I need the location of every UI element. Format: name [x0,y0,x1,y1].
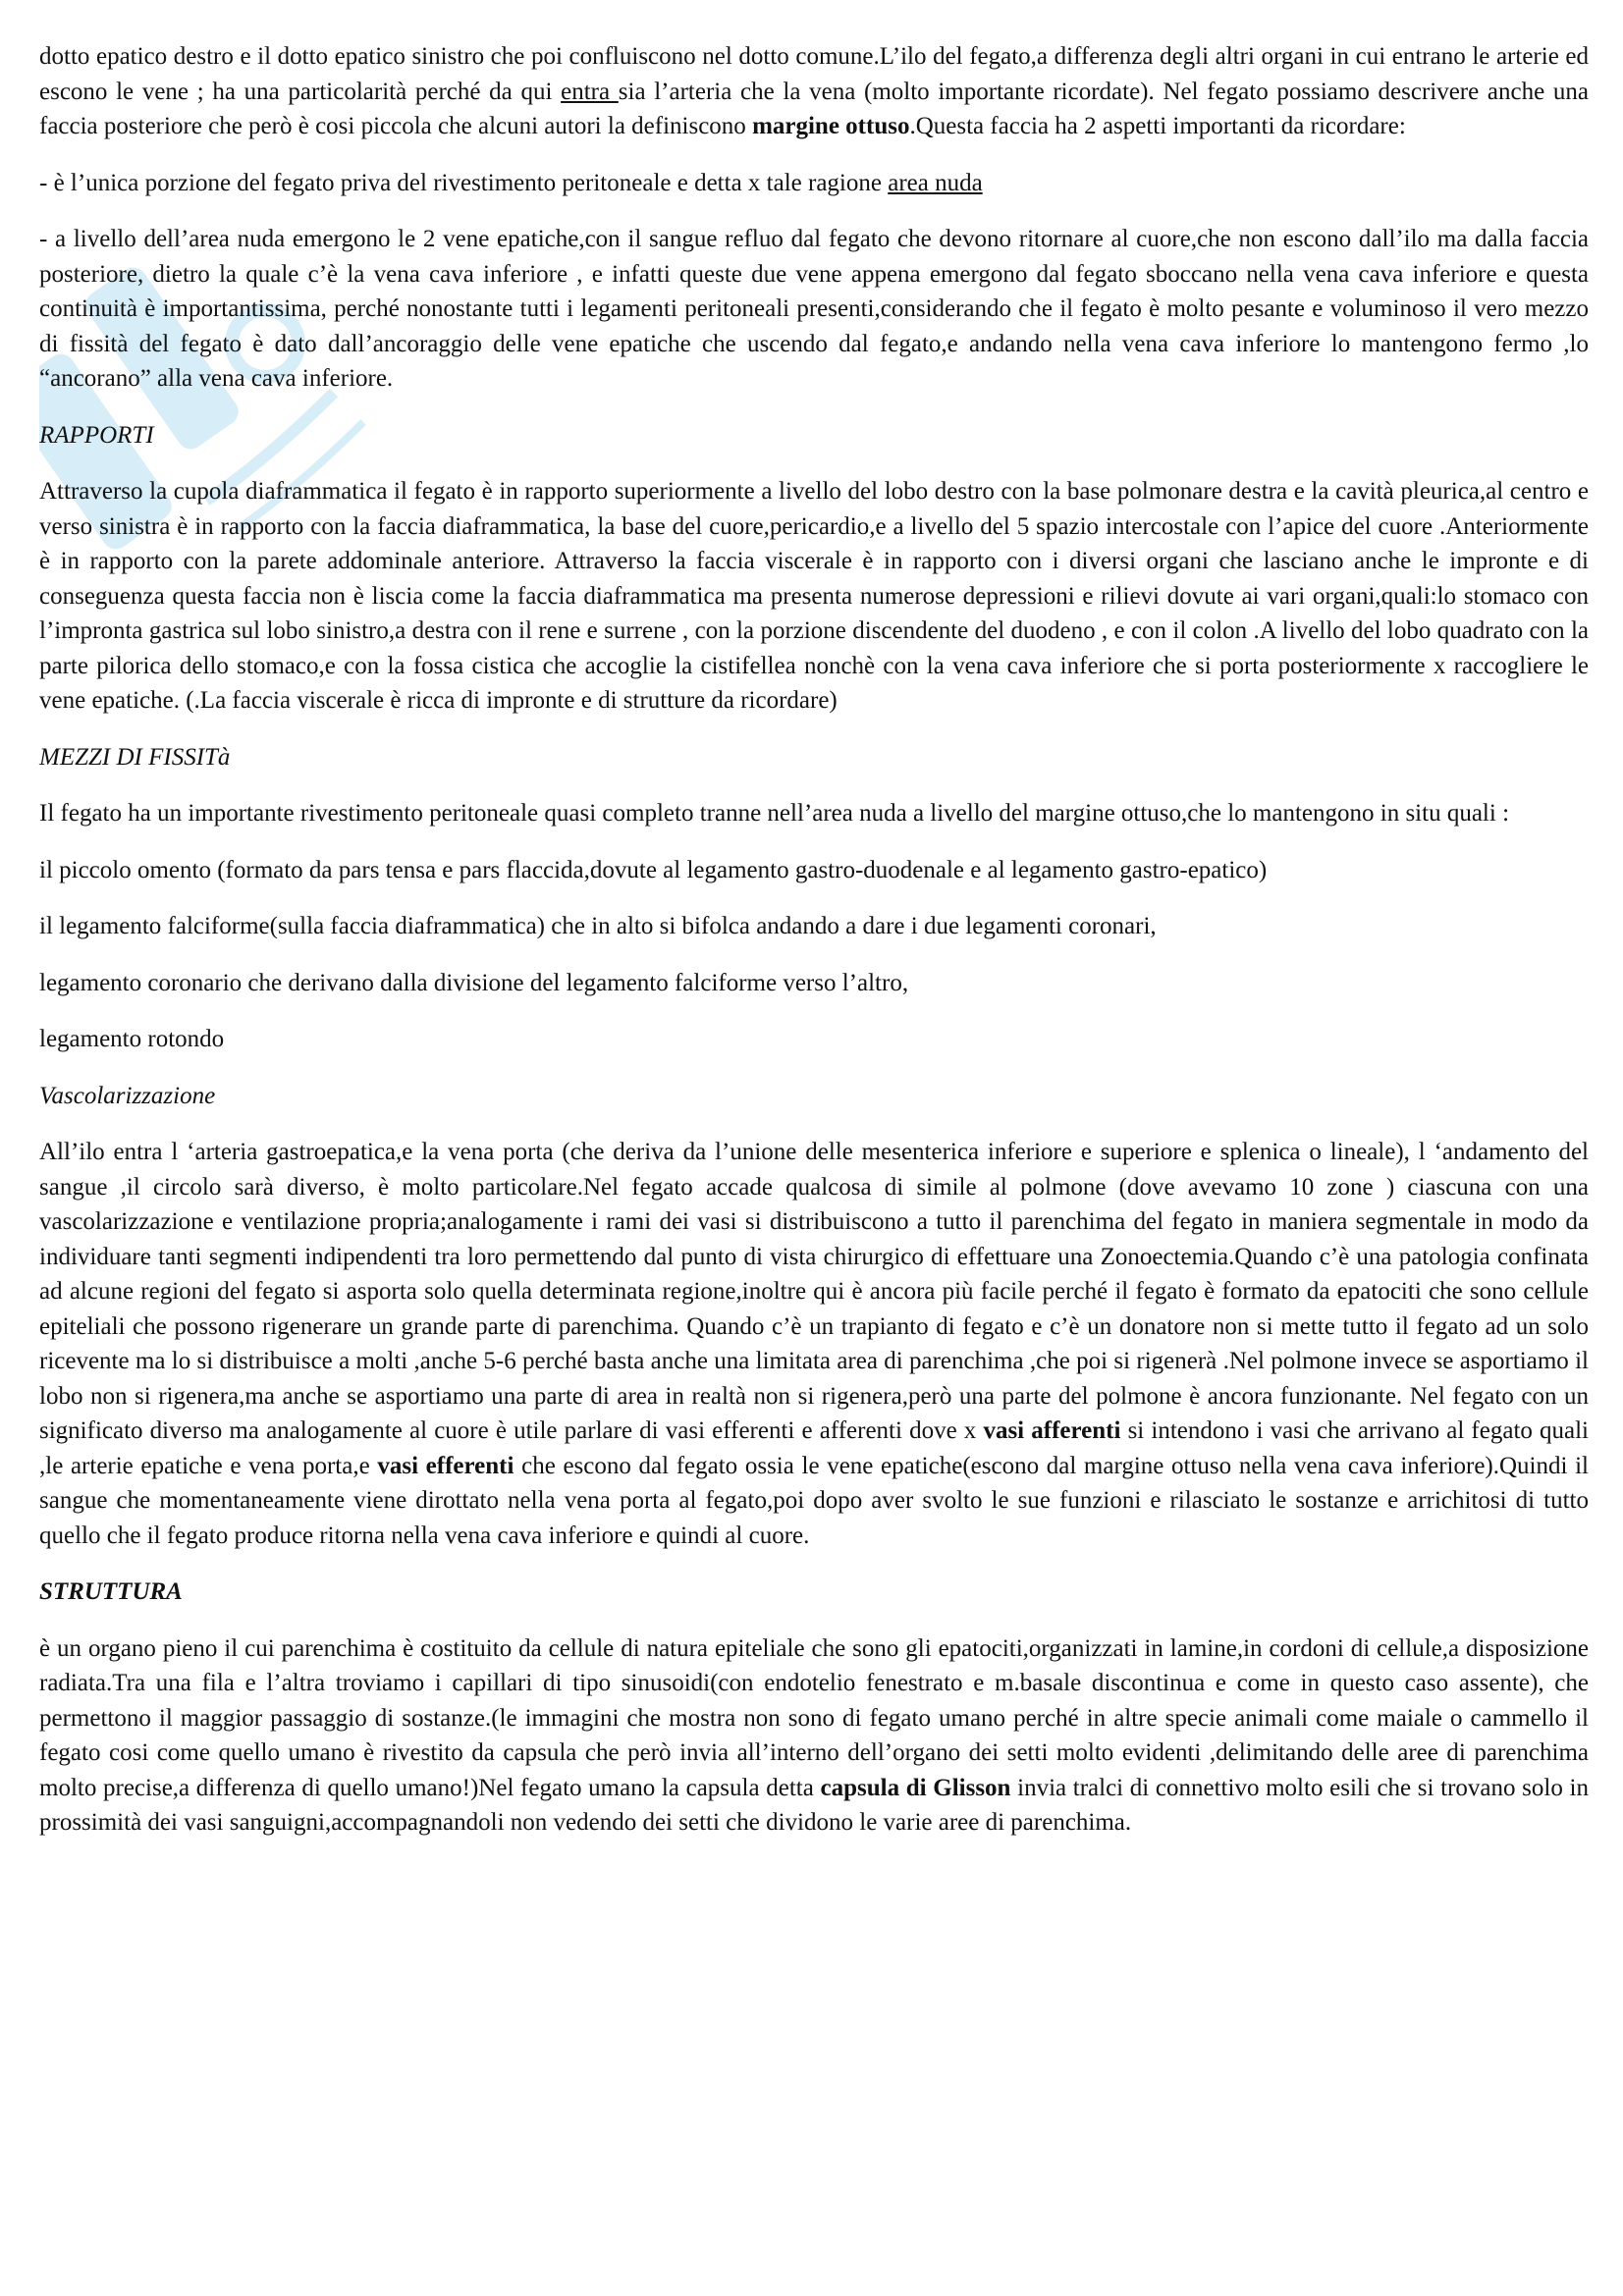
bold-term-margine-ottuso: margine ottuso [752,113,910,139]
paragraph-vascolarizzazione: All’ilo entra l ‘arteria gastroepatica,e la vena porta (che deriva da l’unione delle mesenterica inferiore e superiore e splenica o lineale), l ‘andamento del sangue ,il circolo sarà diverso, è molto particolare.Nel fegato accade qualcosa di simile al polmone (dove avevamo 10 zone ) ciascuna con una vascolarizzazione e ventilazione propria;analogamente i rami dei vasi si distribuiscono a tutto il parenchima del fegato in maniera segmentale in modo da individuare tanti segmenti indipendenti tra loro permettendo dal punto di vista chirurgico di effettuare una Zonoectemia.Quando c’è una patologia confinata ad alcune regioni del fegato si asporta solo quella determinata regione,inoltre qui è ancora più facile perché il fegato è formato da epatociti che sono cellule epiteliali che possono rigenerare un grande parte di parenchima. Quando c’è un trapianto di fegato e c’è un donatore non si mette tutto il fegato ad un solo ricevente ma lo si distribuisce a molti ,anche 5-6 perché basta anche una limitata area di parenchima ,che poi si rigenerà .Nel polmone invece se asportiamo il lobo non si rigenera,ma anche se asportiamo una parte di area in realtà non si rigenera,però una parte del polmone è ancora funzionante. Nel fegato con un significato diverso ma analogamente al cuore è utile parlare di vasi efferenti e afferenti dove x vasi afferenti si intendono i vasi che arrivano al fegato quali ,le arterie epatiche e vena porta,e vasi efferenti che escono dal fegato ossia le vene epatiche(escono dal margine ottuso nella vena cava inferiore).Quindi il sangue che momentaneamente viene dirottato nella vena porta al fegato,poi dopo aver svolto le sue funzioni e rilasciato le sostanze e arrichitosi di tutto quello che il fegato produce ritorna nella vena cava inferiore e quindi al cuore. [39,1139,1590,1549]
heading-rapporti: RAPPORTI [39,421,154,449]
document-page [39,39,1589,1862]
paragraph-mezzi-intro: Il fegato ha un importante rivestimento peritoneale quasi completo tranne nell’area nuda a livello del margine ottuso,che lo mantengono in situ quali : [39,800,1510,827]
list-item-legamento-falciforme: il legamento falciforme(sulla faccia diaframmatica) che in alto si bifolca andando a dare i due legamenti coronari, [39,913,1157,939]
heading-mezzi-di-fissita: MEZZI DI FISSITà [39,743,231,771]
heading-vascolarizzazione: Vascolarizzazione [39,1082,216,1109]
bold-term-vasi-afferenti: vasi afferenti [983,1417,1121,1444]
paragraph-rapporti: Attraverso la cupola diaframmatica il fegato è in rapporto superiormente a livello del lobo destro con la base polmonare destra e la cavità pleurica,al centro e verso sinistra è in rapporto con la faccia diaframmatica, la base del cuore,pericardio,e a livello del 5 spazio intercostale con l’apice del cuore .Anteriormente è in rapporto con la parete addominale anteriore. Attraverso la faccia viscerale è in rapporto con i diversi organi che lasciano anche le impronte e di conseguenza questa faccia non è liscia come la faccia diaframmatica ma presenta numerose depressioni e rilievi dovute ai vari organi,quali:lo stomaco con l’impronta gastrica sul lobo sinistro,a destra con il rene e surrene , con la porzione discendente del duodeno , e con il colon .A livello del lobo quadrato con la parte pilorica dello stomaco,e con la fossa cistica che accoglie la cistifellea nonchè con la vena cava inferiore che si porta posteriormente x raccogliere le vene epatiche. (.La faccia viscerale è ricca di impronte e di strutture da ricordare) [39,478,1589,714]
bold-term-capsula-di-glisson: capsula di Glisson [820,1774,1011,1801]
list-item-piccolo-omento: il piccolo omento (formato da pars tensa e pars flaccida,dovute al legamento gastro-duodenale e al legamento gastro-epatico) [39,856,1268,883]
paragraph-vene-epatiche: - a livello dell’area nuda emergono le 2 vene epatiche,con il sangue refluo dal fegato che devono ritornare al cuore,che non escono dall’ilo ma dalla faccia posteriore, dietro la quale c’è la vena cava inferiore , e infatti queste due vene appena emergono dal fegato sboccano nella vena cava inferiore e questa continuità è importantissima, perché nonostante tutti i legamenti peritoneali presenti,considerando che il fegato è molto pesante e voluminoso il vero mezzo di fissità del fegato è dato dall’ancoraggio delle vene epatiche che uscendo dal fegato,e andando nella vena cava inferiore lo mantengono fermo ,lo “ancorano” alla vena cava inferiore. [39,226,1589,392]
underlined-word-entra: entra [561,78,619,105]
paragraph-struttura: è un organo pieno il cui parenchima è costituito da cellule di natura epiteliale che sono gli epatociti,organizzati in lamine,in cordoni di cellule,a disposizione radiata.Tra una fila e l’altra troviamo i capillari di tipo sinusoidi(con endotelio fenestrato e m.basale discontinua e come in questo caso assente), che permettono il maggior passaggio di sostanze.(le immagini che mostra non sono di fegato umano perché in altre specie animali come maiale o cammello il fegato cosi come quello umano è rivestito da capsula che però invia all’interno dell’organo dei setti molto evidenti ,delimitando delle aree di parenchima molto precise,a differenza di quello umano!)Nel fegato umano la capsula detta capsula di Glisson invia tralci di connettivo molto esili che si trovano solo in prossimità dei vasi sanguigni,accompagnandoli non vedendo dei setti che dividono le varie aree di parenchima. [39,1634,1589,1836]
list-item-legamento-coronario: legamento coronario che derivano dalla divisione del legamento falciforme verso l’altro, [39,969,909,996]
heading-struttura: STRUTTURA [39,1578,183,1605]
list-item-legamento-rotondo: legamento rotondo [39,1026,225,1052]
bold-term-vasi-efferenti: vasi efferenti [377,1452,514,1479]
paragraph-hilum: dotto epatico destro e il dotto epatico sinistro che poi confluiscono nel dotto comune.L’ilo del fegato,a differenza degli altri organi in cui entrano le arterie ed escono le vene ; ha una particolarità perché da qui entra sia l’arteria che la vena (molto importante ricordate). Nel fegato possiamo descrivere anche una faccia posteriore che però è cosi piccola che alcuni autori la definiscono margine ottuso.Questa faccia ha 2 aspetti importanti da ricordare: [39,43,1589,139]
paragraph-area-nuda: - è l’unica porzione del fegato priva del rivestimento peritoneale e detta x tale ragione area nuda [39,169,983,196]
underlined-term-area-nuda: area nuda [888,169,983,196]
